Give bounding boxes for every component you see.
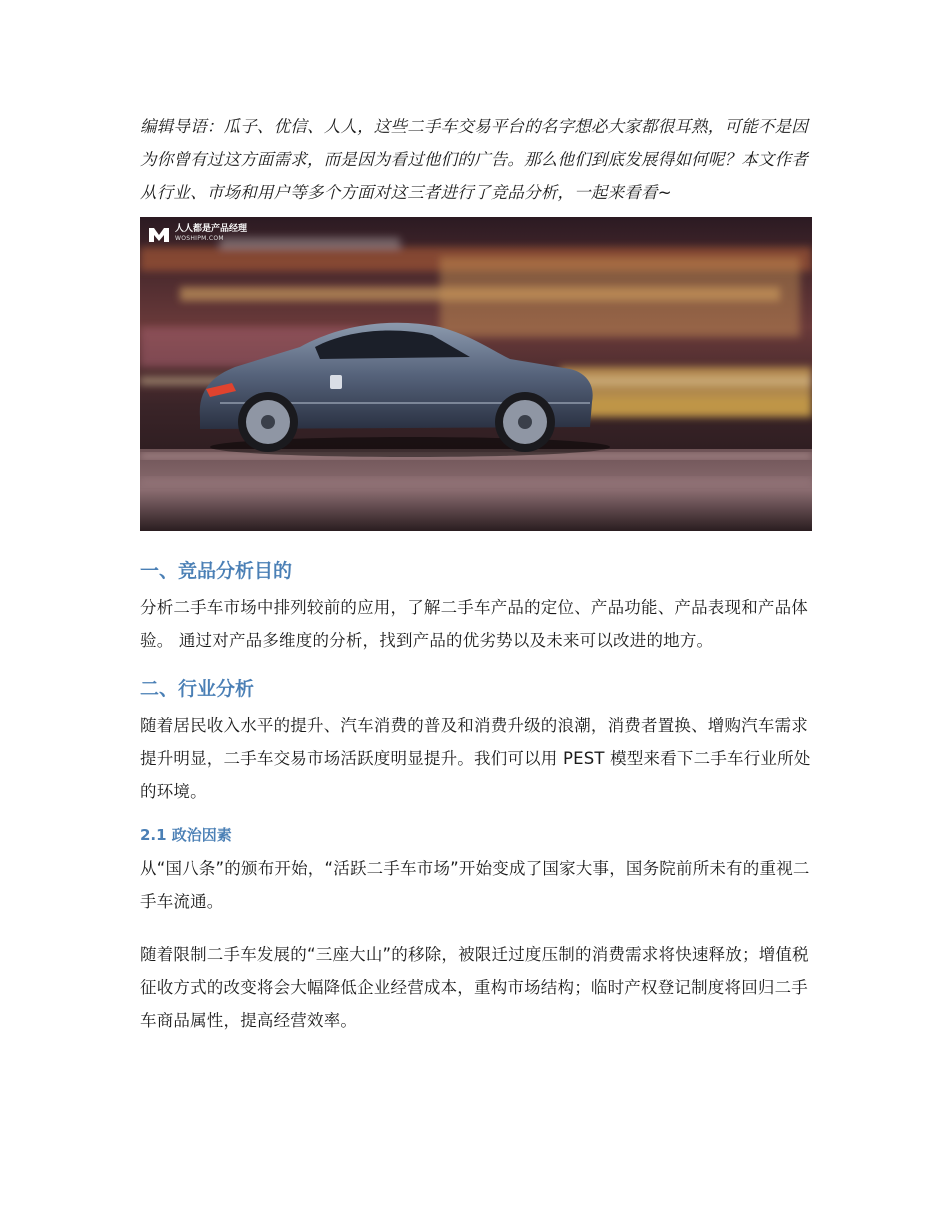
editor-intro: 编辑导语：瓜子、优信、人人，这些二手车交易平台的名字想必大家都很耳熟，可能不是因为你曾有过这方面需求，而是因为看过他们的广告。那么他们到底发展得如何呢？本文作者从行业、市场和用户等多个方面对这三者进行了竞品分析，一起来看看~ bbox=[140, 117, 808, 202]
paragraph: 随着居民收入水平的提升、汽车消费的普及和消费升级的浪潮，消费者置换、增购汽车需求提升明显，二手车交易市场活跃度明显提升。我们可以用 PEST 模型来看下二手车行业所处的环境。 bbox=[140, 716, 811, 801]
article bbox=[140, 110, 812, 1051]
car-motion-photo bbox=[140, 217, 812, 531]
watermark-title: 人人都是产品经理 bbox=[175, 224, 248, 234]
subsection-heading-politics: 2.1 政治因素 bbox=[140, 826, 232, 844]
paragraph: 随着限制二手车发展的“三座大山”的移除，被限迁过度压制的消费需求将快速释放；增值税征收方式的改变将会大幅降低企业经营成本，重构市场结构；临时产权登记制度将回归二手车商品属性，提高经营效率。 bbox=[140, 945, 809, 1030]
hero-image bbox=[140, 217, 812, 531]
watermark bbox=[148, 225, 247, 243]
section-heading-industry: 二、行业分析 bbox=[140, 678, 255, 700]
paragraph: 分析二手车市场中排列较前的应用，了解二手车产品的定位、产品功能、产品表现和产品体验。 通过对产品多维度的分析，找到产品的优劣势以及未来可以改进的地方。 bbox=[140, 598, 808, 650]
watermark-sub: WOSHIPM.COM bbox=[175, 235, 224, 242]
section-heading-purpose: 一、竞品分析目的 bbox=[140, 560, 293, 582]
paragraph: 从“国八条”的颁布开始，“活跃二手车市场”开始变成了国家大事，国务院前所未有的重视二手车流通。 bbox=[140, 859, 810, 911]
woshipm-logo-icon bbox=[148, 225, 170, 243]
